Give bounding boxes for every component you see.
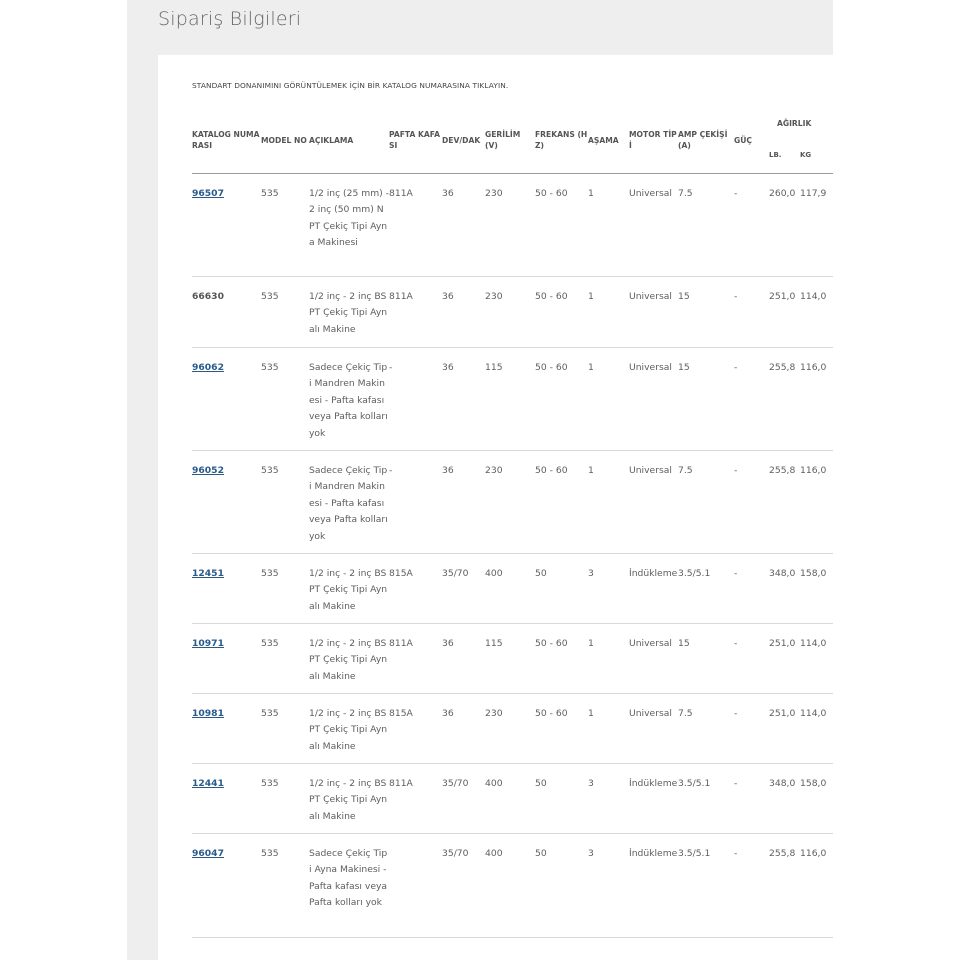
cell-motor: İndükleme [629,848,678,859]
cell-amp: 7.5 [678,708,693,719]
cell-catalog [192,554,261,624]
cell-lb: 255,8 [769,465,796,476]
order-table-card [158,55,833,960]
cell-head: - [389,362,393,373]
cell-head: - [389,465,393,476]
col-header-description: AÇIKLAMA [309,135,354,145]
col-header-weight: AĞIRLIK [777,119,812,128]
cell-voltage: 115 [485,638,503,649]
cell-phase: 1 [588,188,594,199]
col-header-frequency: FREKANS (HZ) [535,130,588,150]
cell-model: 535 [261,465,279,476]
cell-phase: 1 [588,708,594,719]
cell-power: - [734,848,738,859]
cell-amp: 3.5/5.1 [678,778,711,789]
cell-power: - [734,778,738,789]
cell-motor: Universal [629,291,672,302]
table-row [192,764,833,834]
cell-power: - [734,291,738,302]
cell-frequency: 50 - 60 [535,708,568,719]
col-header-head: PAFTA KAFASI [389,130,440,150]
table-row [192,624,833,694]
cell-motor: Universal [629,708,672,719]
table-row [192,554,833,624]
cell-phase: 3 [588,568,594,579]
order-table-body [192,174,833,938]
catalog-link[interactable]: 10971 [192,638,224,649]
cell-phase: 1 [588,362,594,373]
col-header-phase: AŞAMA [588,135,619,145]
cell-description: Sadece Çekiç Tipi Ayna Makinesi - Pafta kafası veya Pafta kolları yok [309,848,388,909]
cell-frequency: 50 - 60 [535,291,568,302]
cell-kg: 114,0 [800,638,827,649]
cell-head: 811A [389,188,413,199]
cell-head [389,834,442,938]
cell-motor: Universal [629,638,672,649]
catalog-link[interactable]: 10981 [192,708,224,719]
cell-voltage: 230 [485,708,503,719]
cell-rpm: 35/70 [442,848,469,859]
cell-rpm: 36 [442,188,454,199]
cell-frequency: 50 [535,568,547,579]
catalog-link[interactable]: 12451 [192,568,224,579]
cell-rpm: 35/70 [442,568,469,579]
cell-power: - [734,708,738,719]
cell-rpm: 35/70 [442,778,469,789]
cell-lb: 260,0 [769,188,796,199]
col-header-lb: LB. [769,150,782,159]
cell-head: 815A [389,568,413,579]
cell-description: 1/2 inç - 2 inç BSPT Çekiç Tipi Aynalı Makine [309,778,388,822]
cell-kg: 158,0 [800,778,827,789]
cell-model: 535 [261,638,279,649]
cell-description: 1/2 inç - 2 inç BSPT Çekiç Tipi Aynalı Makine [309,708,388,752]
cell-motor: İndükleme [629,778,678,789]
cell-description: 1/2 inç - 2 inç BSPT Çekiç Tipi Aynalı Makine [309,291,388,335]
cell-catalog [192,348,261,451]
col-header-kg: KG [800,150,812,159]
cell-description: Sadece Çekiç Tipi Mandren Makinesi - Pafta kafası veya Pafta kolları yok [309,465,388,542]
cell-model: 535 [261,362,279,373]
cell-phase: 1 [588,465,594,476]
cell-voltage: 115 [485,362,503,373]
col-header-amp: AMP ÇEKİŞİ (A) [678,130,728,150]
cell-frequency: 50 - 60 [535,188,568,199]
cell-frequency: 50 - 60 [535,638,568,649]
cell-model: 535 [261,188,279,199]
cell-lb: 251,0 [769,708,796,719]
col-header-rpm: DEV/DAK [442,135,481,145]
col-header-voltage: GERİLİM (V) [485,130,521,150]
cell-voltage: 400 [485,778,503,789]
cell-description: 1/2 inç - 2 inç BSPT Çekiç Tipi Aynalı Makine [309,568,388,612]
cell-kg: 116,0 [800,362,827,373]
cell-amp: 15 [678,638,690,649]
cell-power: - [734,568,738,579]
catalog-link[interactable]: 12441 [192,778,224,789]
col-header-catalog: KATALOG NUMARASI [192,130,260,150]
cell-amp: 15 [678,362,690,373]
cell-catalog [192,694,261,764]
cell-model: 535 [261,291,279,302]
table-row [192,277,833,348]
cell-lb: 251,0 [769,291,796,302]
catalog-link[interactable]: 96047 [192,848,224,859]
cell-catalog [192,764,261,834]
cell-voltage: 230 [485,291,503,302]
cell-motor: Universal [629,465,672,476]
cell-phase: 3 [588,778,594,789]
cell-frequency: 50 [535,848,547,859]
col-header-motor: MOTOR TİPİ [629,130,677,150]
cell-power: - [734,188,738,199]
order-info-panel [127,0,833,960]
instruction-text: STANDART DONANIMINI GÖRÜNTÜLEMEK İÇİN BİR KATALOG NUMARASINA TIKLAYIN. [192,81,509,90]
cell-description: 1/2 inç - 2 inç BSPT Çekiç Tipi Aynalı Makine [309,638,388,682]
cell-lb: 348,0 [769,778,796,789]
cell-rpm: 36 [442,638,454,649]
cell-description: 1/2 inç (25 mm) - 2 inç (50 mm) NPT Çekiç Tipi Ayna Makinesi [309,188,389,249]
order-table [192,107,833,938]
cell-voltage: 230 [485,188,503,199]
cell-lb: 255,8 [769,848,796,859]
cell-voltage: 400 [485,568,503,579]
cell-rpm: 36 [442,362,454,373]
catalog-link[interactable]: 96507 [192,188,224,199]
cell-amp: 15 [678,291,690,302]
cell-catalog [192,277,261,348]
cell-head: 811A [389,638,413,649]
cell-rpm: 36 [442,291,454,302]
catalog-link[interactable]: 96062 [192,362,224,373]
cell-kg: 117,9 [800,188,827,199]
cell-kg: 114,0 [800,291,827,302]
cell-frequency: 50 - 60 [535,362,568,373]
cell-kg: 116,0 [800,465,827,476]
cell-voltage: 230 [485,465,503,476]
cell-frequency: 50 - 60 [535,465,568,476]
cell-phase: 3 [588,848,594,859]
cell-catalog [192,174,261,277]
catalog-link[interactable]: 96052 [192,465,224,476]
col-header-power: GÜÇ [734,135,752,145]
cell-power: - [734,638,738,649]
cell-catalog [192,624,261,694]
cell-model: 535 [261,778,279,789]
cell-description: Sadece Çekiç Tipi Mandren Makinesi - Pafta kafası veya Pafta kolları yok [309,362,388,439]
cell-model: 535 [261,708,279,719]
page-title: Sipariş Bilgileri [158,8,302,30]
cell-phase: 1 [588,291,594,302]
cell-voltage: 400 [485,848,503,859]
cell-frequency: 50 [535,778,547,789]
table-row [192,451,833,554]
cell-phase: 1 [588,638,594,649]
cell-amp: 3.5/5.1 [678,568,711,579]
cell-motor: İndükleme [629,568,678,579]
cell-lb: 348,0 [769,568,796,579]
table-row [192,174,833,277]
table-row [192,348,833,451]
cell-rpm: 36 [442,465,454,476]
cell-catalog [192,834,261,938]
table-row [192,834,833,938]
cell-kg: 116,0 [800,848,827,859]
cell-kg: 114,0 [800,708,827,719]
cell-amp: 3.5/5.1 [678,848,711,859]
cell-power: - [734,362,738,373]
cell-head: 815A [389,708,413,719]
cell-power: - [734,465,738,476]
cell-model: 535 [261,848,279,859]
cell-motor: Universal [629,188,672,199]
cell-motor: Universal [629,362,672,373]
cell-lb: 255,8 [769,362,796,373]
cell-catalog [192,451,261,554]
table-row [192,694,833,764]
cell-head: 811A [389,291,413,302]
cell-amp: 7.5 [678,188,693,199]
cell-head: 811A [389,778,413,789]
catalog-number: 66630 [192,291,224,302]
cell-model: 535 [261,568,279,579]
cell-amp: 7.5 [678,465,693,476]
col-header-model: MODEL NO [261,135,307,145]
cell-rpm: 36 [442,708,454,719]
cell-lb: 251,0 [769,638,796,649]
cell-kg: 158,0 [800,568,827,579]
